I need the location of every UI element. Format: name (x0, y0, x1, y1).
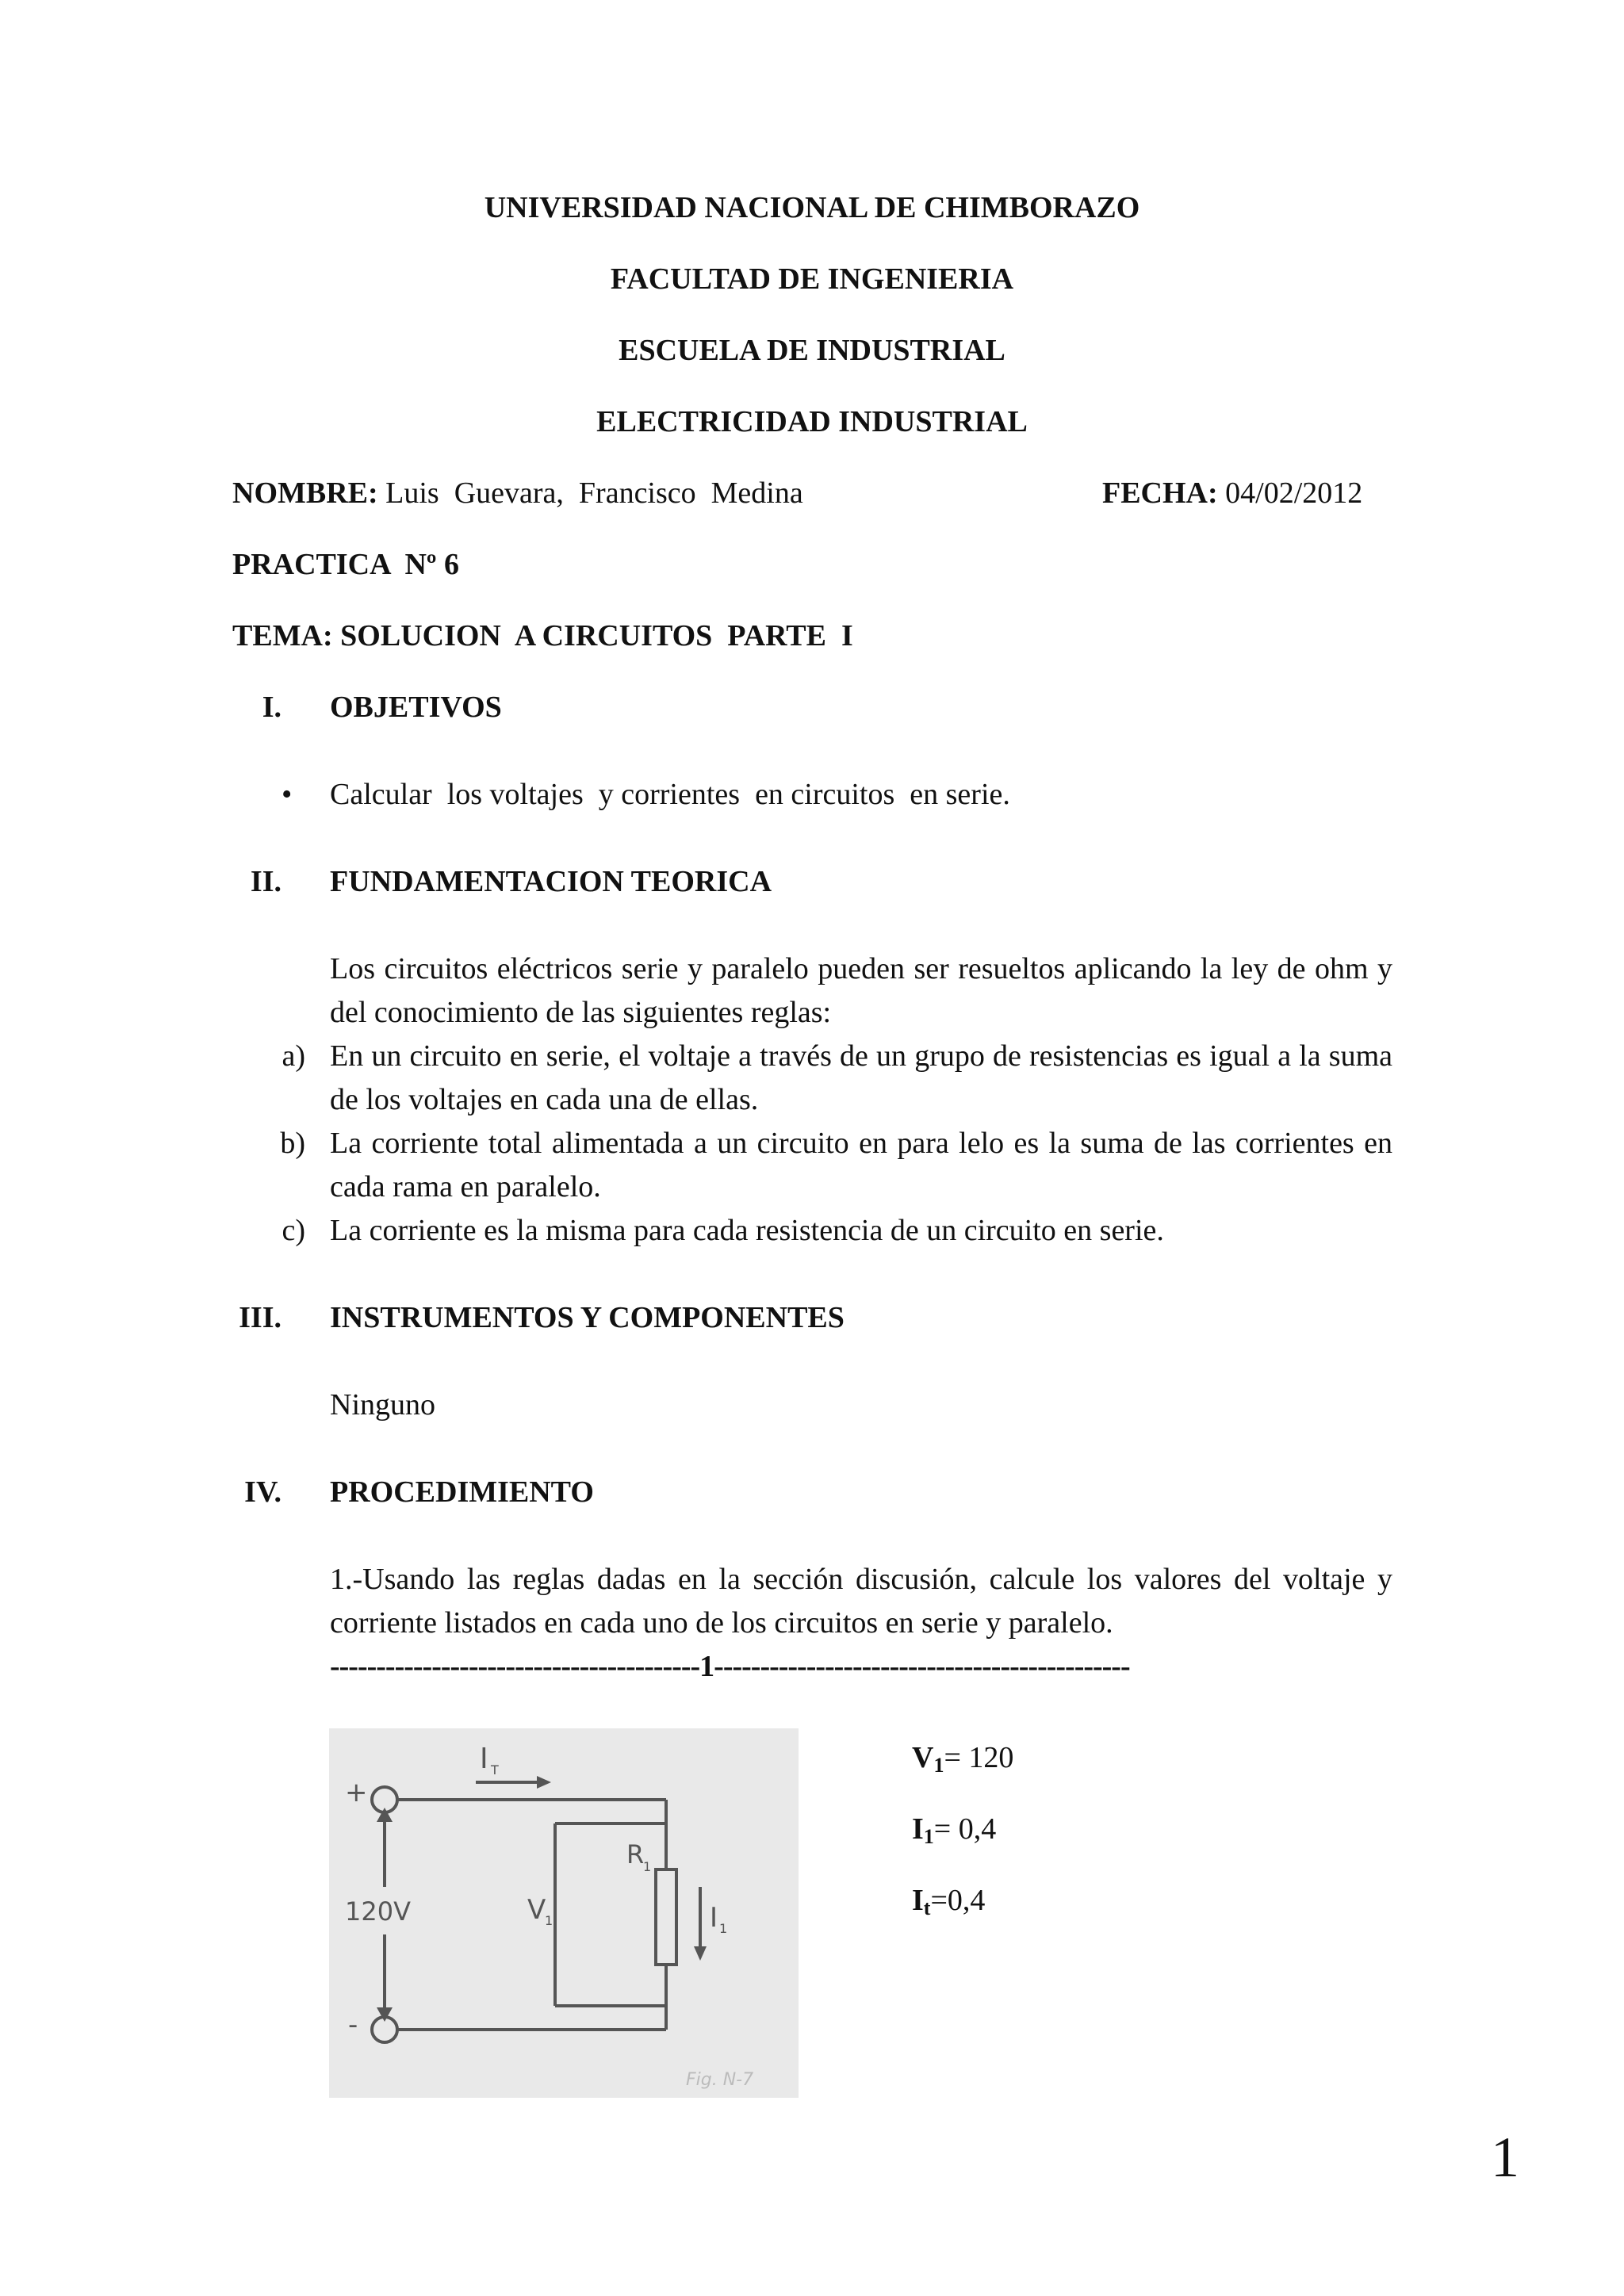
value-subscript: 1 (923, 1825, 934, 1848)
rule-text: En un circuito en serie, el voltaje a través de un grupo de resistencias es igual a la suma de los voltajes en cada una de ellas. (330, 1039, 1392, 1116)
section-title: INSTRUMENTOS Y COMPONENTES (330, 1301, 845, 1334)
voltage-subscript: 1 (545, 1913, 553, 1928)
resistor-subscript: 1 (643, 1859, 652, 1874)
date-label: FECHA: (1102, 476, 1218, 510)
rule-marker: a) (282, 1039, 305, 1073)
minus-sign: - (348, 2009, 358, 2041)
school-title: ESCUELA DE INDUSTRIAL (619, 334, 1005, 367)
name-line (232, 472, 803, 515)
instruments-text: Ninguno (330, 1388, 435, 1422)
circuit-svg (329, 1728, 799, 2098)
value-row (912, 1740, 1013, 1812)
section-number: II. (250, 865, 282, 898)
value-amount: = 120 (944, 1741, 1014, 1774)
values-list (912, 1740, 1013, 1954)
total-current-subscript: T (491, 1762, 499, 1777)
figure-caption: Fig. N-7 (686, 2070, 754, 2090)
value-subscript: t (923, 1896, 931, 1919)
objective-item: Calcular los voltajes y corrientes en circuitos en serie. (330, 778, 1010, 811)
source-voltage-label: 120V (345, 1896, 411, 1927)
section-number: I. (262, 691, 282, 724)
rule-text: La corriente total alimentada a un circuito en para lelo es la suma de las corrientes en cada rama en paralelo. (330, 1127, 1392, 1203)
value-amount: =0,4 (930, 1884, 986, 1917)
course-title: ELECTRICIDAD INDUSTRIAL (596, 405, 1028, 438)
practice-number: PRACTICA Nº 6 (232, 548, 459, 581)
section-number: IV. (244, 1475, 282, 1509)
total-current-label: I (480, 1743, 488, 1775)
value-variable: V (912, 1741, 934, 1774)
section-title: OBJETIVOS (330, 691, 502, 724)
topic: TEMA: SOLUCION A CIRCUITOS PARTE I (232, 619, 853, 652)
theory-intro: Los circuitos eléctricos serie y paralelo pueden ser resueltos aplicando la ley de ohm y del conocimiento de las siguientes reglas: (330, 952, 1392, 1029)
date-value: 04/02/2012 (1225, 476, 1363, 510)
section-number: III. (239, 1301, 282, 1334)
bullet: • (282, 778, 293, 811)
value-row (912, 1883, 1013, 1954)
page-number: 1 (1491, 2126, 1519, 2189)
procedure-text: 1.-Usando las reglas dadas en la sección discusión, calcule los valores del voltaje y corriente listados en cada uno de los circuitos en serie y paralelo. (330, 1563, 1392, 1640)
rule-marker: c) (282, 1214, 305, 1247)
faculty-title: FACULTAD DE INGENIERIA (610, 262, 1014, 296)
rule-marker: b) (280, 1127, 305, 1160)
plus-sign: + (345, 1777, 368, 1808)
arrow-head (694, 1946, 707, 1961)
resistor (656, 1869, 676, 1965)
circuit-diagram (329, 1728, 799, 2098)
resistor-label: R (626, 1839, 645, 1869)
circuit-divider: ----------------------------------------1--------------------------------------------- (330, 1650, 1130, 1683)
value-variable: I (912, 1812, 924, 1846)
section-title: FUNDAMENTACION TEORICA (330, 865, 772, 898)
current-subscript: 1 (719, 1921, 728, 1936)
value-amount: = 0,4 (933, 1812, 997, 1846)
arrow-head (537, 1776, 551, 1789)
value-subscript: 1 (933, 1754, 944, 1777)
section-title: PROCEDIMIENTO (330, 1475, 594, 1509)
university-title: UNIVERSIDAD NACIONAL DE CHIMBORAZO (484, 191, 1140, 224)
value-row (912, 1812, 1013, 1883)
value-variable: I (912, 1884, 924, 1917)
rule-text: La corriente es la misma para cada resistencia de un circuito en serie. (330, 1214, 1164, 1247)
name-value: Luis Guevara, Francisco Medina (385, 476, 803, 510)
voltage-label: V (527, 1894, 546, 1926)
name-label: NOMBRE: (232, 476, 378, 510)
current-label: I (710, 1902, 718, 1934)
date-line (1102, 472, 1362, 515)
